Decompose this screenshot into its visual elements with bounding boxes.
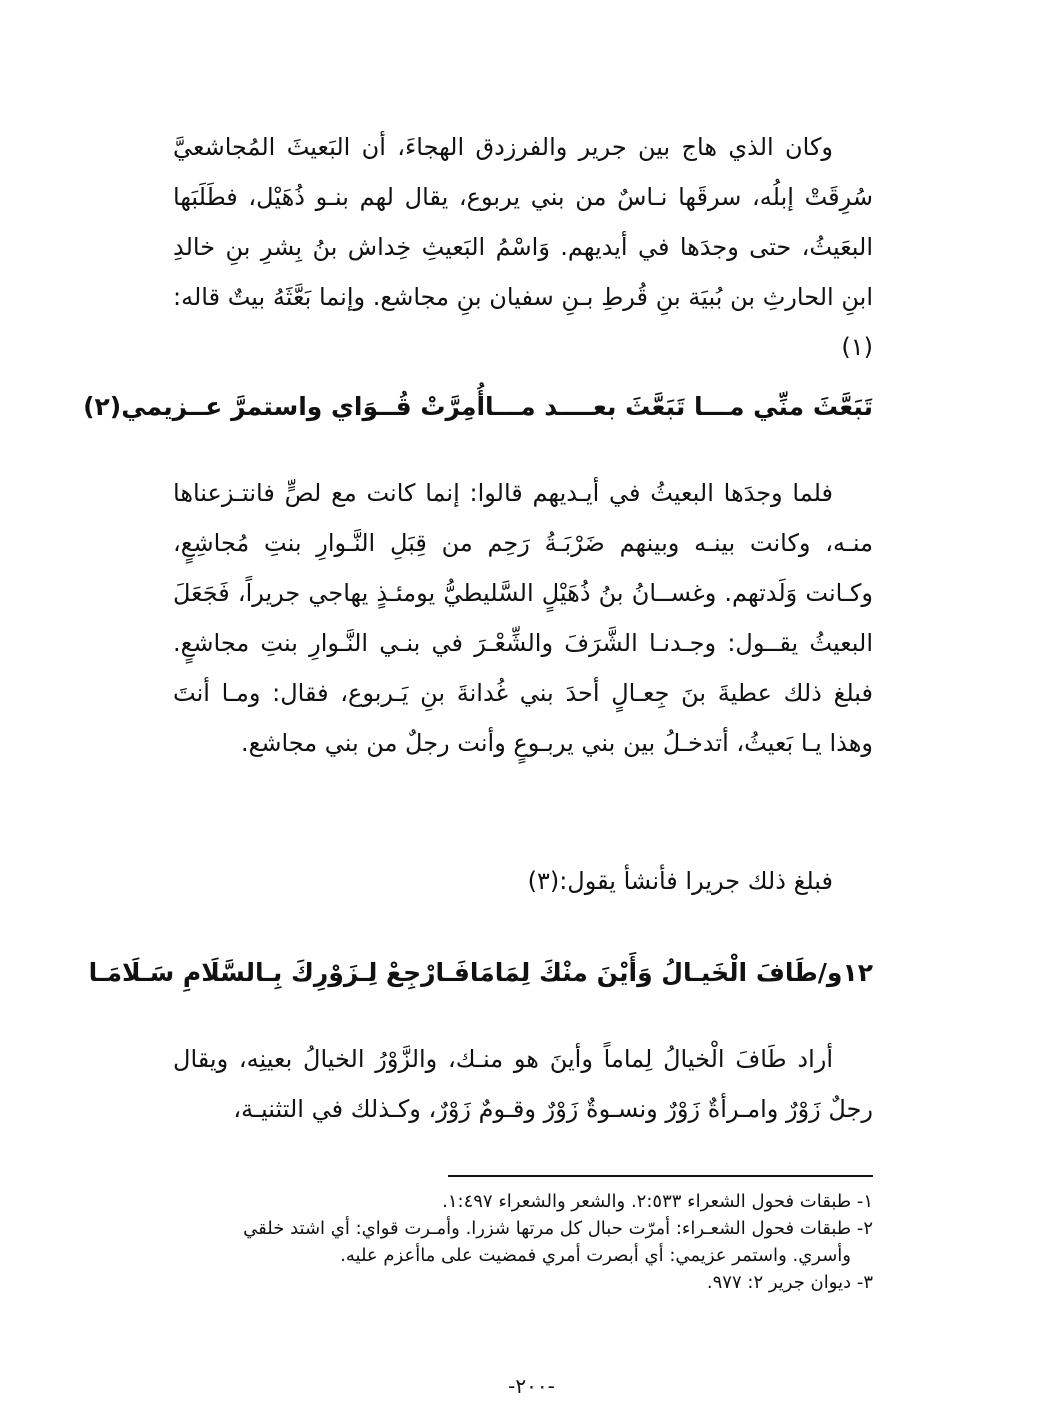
footnote-2-continuation: وأسري. واستمر عزيمي: أي أبصرت أمري فمضيت على ماأعزم عليه.	[340, 1245, 851, 1266]
verse-2-second-hemistich: فَـارْجِعْ لِـزَوْرِكَ بِـالسَّلَامِ سَـلَامَـا	[88, 958, 470, 987]
footnotes	[173, 1188, 873, 1296]
paragraph-3-text: فبلغ ذلك جريرا فأنشأ يقول:(٣)	[527, 867, 833, 895]
verse-2-number: ١٢و/	[817, 958, 873, 987]
paragraph-1-text: وكان الذي هاج بين جرير والفرزدق الهجاءَ، أن البَعيثَ المُجاشعيَّ سُرِقَتْ إبلُه، سرقَها نـاسٌ من بني يربوع، يقال لهم بنـو ذُهَيْل، فطَلَبَها البعَيثُ، حتى وجدَها في أيديهم. وَاسْمُ البَعيثِ خِداش بنُ بِشرِ بنِ خالدِ ابنِ الحارثِ بن بُبيَة بنِ قُرطِ بـنِ سفيان بنِ مجاشع. وإنما بَعَّثَهُ بيتٌ قاله:(١)	[173, 133, 873, 361]
footnote-2: ٢- طبقات فحول الشعـراء: أمرّت حبال كل مرتها شزرا. وأمـرت قواي: أي اشتد خلقي	[243, 1218, 873, 1239]
paragraph-4-text: أراد طَافَ الْخيالُ لِماماً وأينَ هو منـك، والزَّوْرُ الخيالُ بعينِه، ويقال رجلٌ زَوْرٌ وامـرأةٌ زَوْرٌ ونسـوةٌ زَوْرٌ وقـومٌ زَوْرٌ، وكـذلك في التثنيـة،	[173, 1045, 873, 1123]
paragraph-2-text: فلما وجدَها البعيثُ في أيـديهم قالوا: إنما كانت مع لصٍّ فانتـزعناها منـه، وكانت بينـه وبينهم ضَرْبَـةُ رَحِم من قِبَلِ النَّـوارِ بنتِ مُجاشِعٍ، وكـانت وَلَدتهم. وغســانُ بنُ ذُهَيْلٍ السَّليطيُّ يومئـذٍ يهاجي جريراً، فَجَعَلَ البعيثُ يقــول: وجـدنـا الشَّرَفَ والشِّعْـرَ في بنـي النَّـوارِ بنتِ مجاشعٍ. فبلغ ذلك عطيةَ بنَ جِعـالٍ أحدَ بني غُدانةَ بنِ يَـربوع، فقال: ومـا أنتَ وهذا يـا بَعيثُ، أتدخـلُ بين بني يربـوعٍ وأنت رجلٌ من بني مجاشع.	[173, 479, 873, 757]
verse-2-first-text: طَافَ الْخَيـالُ وَأَيْنَ منْكَ لِمَامَا	[469, 958, 818, 987]
verse-2	[88, 958, 873, 987]
paragraph-1	[173, 122, 873, 372]
verse-1	[83, 392, 873, 421]
paragraph-3	[173, 856, 873, 906]
verse-2-first-hemistich	[470, 958, 873, 987]
page-number: -٢٠٠-	[508, 1374, 555, 1398]
paragraph-4	[173, 1034, 873, 1134]
verse-1-first-hemistich: تَبَعَّثَ منِّي مـــا تَبَعَّثَ بعــــد مـــا	[485, 392, 873, 421]
verse-1-second-hemistich: أُمِرَّتْ قُــوَاي واستمرَّ عــزيمي(٢)	[83, 392, 486, 421]
footnote-3: ٣- ديوان جرير ٢: ٩٧٧.	[706, 1272, 873, 1293]
footnote-1: ١- طبقات فحول الشعراء ٢:٥٣٣. والشعر والشعراء ١:٤٩٧.	[442, 1191, 873, 1212]
paragraph-2	[173, 468, 873, 768]
footnote-divider	[448, 1175, 873, 1177]
